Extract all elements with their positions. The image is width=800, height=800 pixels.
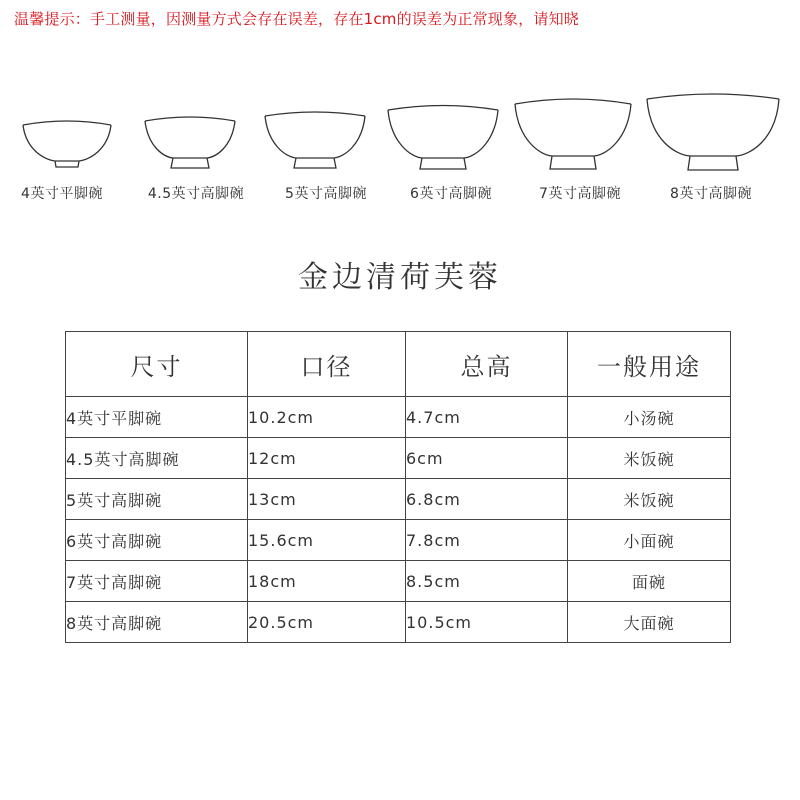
header-diameter: 口径 bbox=[248, 332, 406, 397]
bowl-label-4in: 4英寸平脚碗 bbox=[21, 186, 103, 202]
cell-size: 5英寸高脚碗 bbox=[66, 479, 248, 520]
bowl-icon bbox=[647, 94, 779, 170]
cell-use: 面碗 bbox=[568, 561, 731, 602]
table-header-row bbox=[66, 332, 731, 397]
cell-height: 6cm bbox=[406, 438, 568, 479]
notice-text: 温馨提示：手工测量，因测量方式会存在误差，存在1cm的误差为正常现象，请知晓 bbox=[14, 10, 580, 28]
cell-size: 4英寸平脚碗 bbox=[66, 397, 248, 438]
cell-diameter: 15.6cm bbox=[248, 520, 406, 561]
cell-diameter: 13cm bbox=[248, 479, 406, 520]
table-row bbox=[66, 602, 731, 643]
bowl-icon bbox=[515, 99, 631, 169]
table-row bbox=[66, 561, 731, 602]
bowl-icon bbox=[265, 112, 365, 168]
table-row bbox=[66, 397, 731, 438]
cell-diameter: 10.2cm bbox=[248, 397, 406, 438]
bowl-icon bbox=[23, 121, 111, 167]
header-height: 总高 bbox=[406, 332, 568, 397]
cell-use: 米饭碗 bbox=[568, 438, 731, 479]
cell-use: 大面碗 bbox=[568, 602, 731, 643]
cell-use: 小面碗 bbox=[568, 520, 731, 561]
bowl-label-7in: 7英寸高脚碗 bbox=[539, 186, 621, 202]
cell-height: 6.8cm bbox=[406, 479, 568, 520]
bowl-label-6in: 6英寸高脚碗 bbox=[410, 186, 492, 202]
table-row bbox=[66, 479, 731, 520]
bowl-label-8in: 8英寸高脚碗 bbox=[670, 186, 752, 202]
header-use: 一般用途 bbox=[568, 332, 731, 397]
table-row bbox=[66, 520, 731, 561]
cell-size: 4.5英寸高脚碗 bbox=[66, 438, 248, 479]
cell-height: 4.7cm bbox=[406, 397, 568, 438]
bowl-label-4-5in: 4.5英寸高脚碗 bbox=[147, 186, 245, 202]
size-spec-table bbox=[65, 331, 731, 643]
cell-diameter: 20.5cm bbox=[248, 602, 406, 643]
cell-size: 6英寸高脚碗 bbox=[66, 520, 248, 561]
table-row bbox=[66, 438, 731, 479]
product-title: 金边清荷芙蓉 bbox=[298, 260, 502, 295]
header-size: 尺寸 bbox=[66, 332, 248, 397]
cell-use: 小汤碗 bbox=[568, 397, 731, 438]
cell-diameter: 18cm bbox=[248, 561, 406, 602]
bowl-icon bbox=[145, 117, 235, 168]
cell-size: 8英寸高脚碗 bbox=[66, 602, 248, 643]
cell-diameter: 12cm bbox=[248, 438, 406, 479]
bowl-icon bbox=[388, 106, 498, 170]
cell-use: 米饭碗 bbox=[568, 479, 731, 520]
cell-height: 7.8cm bbox=[406, 520, 568, 561]
cell-height: 10.5cm bbox=[406, 602, 568, 643]
bowl-label-5in: 5英寸高脚碗 bbox=[285, 186, 367, 202]
cell-size: 7英寸高脚碗 bbox=[66, 561, 248, 602]
cell-height: 8.5cm bbox=[406, 561, 568, 602]
bowl-size-illustrations bbox=[0, 0, 800, 220]
